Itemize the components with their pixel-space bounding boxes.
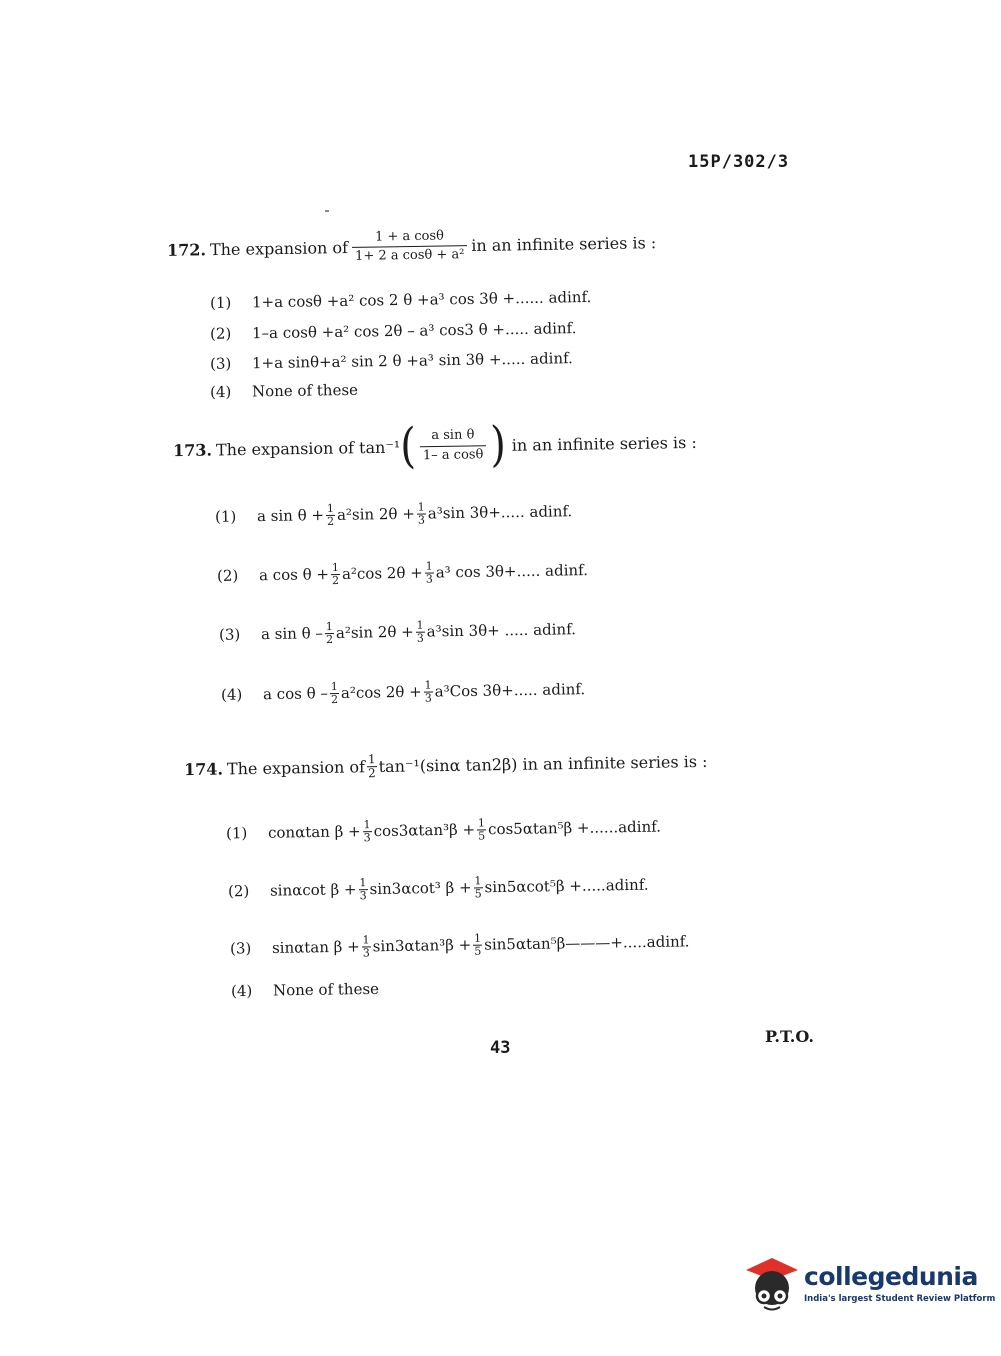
option-label: (1) <box>225 824 248 843</box>
option-text: a²cos 2θ + <box>341 563 423 583</box>
fraction-denominator: 3 <box>363 830 371 844</box>
option-text: a sin θ – <box>260 624 324 644</box>
option-text: a³Cos 3θ+..... adinf. <box>434 680 586 701</box>
fraction-numerator: 1 <box>474 874 482 888</box>
fraction-numerator: a sin θ <box>431 427 475 444</box>
option-174-2 <box>228 873 649 904</box>
fraction <box>423 680 432 704</box>
fraction <box>473 933 482 957</box>
option-174-3 <box>230 929 690 960</box>
collegedunia-logo <box>742 1252 995 1314</box>
fraction-numerator: 1 <box>363 818 371 832</box>
pto-note: P.T.O. <box>765 1027 814 1046</box>
fraction <box>362 934 371 958</box>
option-text: a cos θ + <box>258 565 330 585</box>
fraction-numerator: 1 <box>362 933 370 947</box>
option-173-4 <box>221 677 585 707</box>
fraction-denominator: 3 <box>416 631 424 645</box>
question-174 <box>184 748 708 782</box>
option-text: a²sin 2θ + <box>335 622 414 643</box>
fraction-denominator: 2 <box>327 514 335 528</box>
question-tail: in an infinite series is : <box>471 233 657 256</box>
question-173 <box>172 417 697 475</box>
fraction-denominator: 2 <box>331 573 340 587</box>
option-label: (4) <box>220 685 243 704</box>
fraction-denominator: 3 <box>362 945 370 960</box>
option-text: a³sin 3θ+..... adinf. <box>427 502 573 523</box>
option-text: 1–a cosθ +a² cos 2θ – a³ cos3 θ +..... adinf. <box>251 319 577 343</box>
option-label: (3) <box>218 625 241 644</box>
fraction <box>325 621 334 645</box>
fraction-numerator: 1 <box>417 500 425 514</box>
fraction-denominator: 2 <box>325 632 334 646</box>
option-172-2 <box>210 319 577 343</box>
option-text: sinαtan β + <box>271 937 360 957</box>
question-tail: in an infinite series is : <box>511 432 697 455</box>
option-text: None of these <box>272 979 380 1000</box>
option-text: sin5αcot⁵β +.....adinf. <box>484 875 649 897</box>
fraction <box>326 503 335 527</box>
option-label: (3) <box>209 354 232 373</box>
option-text: None of these <box>251 380 359 401</box>
fraction-numerator: 1 <box>416 618 424 632</box>
fraction-numerator: 1 <box>473 931 482 945</box>
option-label: (1) <box>209 293 232 312</box>
question-number: 174. <box>183 759 224 779</box>
option-172-1 <box>210 288 592 312</box>
option-label: (4) <box>209 382 232 402</box>
right-paren: ) <box>489 417 507 473</box>
fraction-denominator: 3 <box>424 691 432 705</box>
option-text: a²cos 2θ + <box>340 682 422 703</box>
fraction-denominator: 2 <box>330 692 339 706</box>
fraction-denominator: 5 <box>474 944 482 958</box>
option-label: (4) <box>230 981 253 1001</box>
left-paren: ( <box>399 418 417 475</box>
fraction-denominator: 1+ 2 a cosθ + a² <box>352 245 468 264</box>
option-174-4 <box>231 980 379 1000</box>
question-172 <box>167 226 657 267</box>
mascot-icon <box>742 1252 802 1314</box>
fraction <box>358 877 367 901</box>
logo-tagline: India's largest Student Review Platform <box>804 1294 996 1304</box>
fraction-numerator: 1 <box>367 752 376 767</box>
fraction <box>425 561 434 585</box>
fraction-denominator: 5 <box>478 828 486 843</box>
fraction <box>352 229 468 264</box>
page-number: 43 <box>490 1038 511 1058</box>
question-lead: The expansion of <box>226 756 366 779</box>
option-172-3 <box>210 349 573 373</box>
fraction <box>477 817 486 841</box>
option-text: sin3αtan³β + <box>372 935 472 956</box>
option-172-4 <box>210 381 358 401</box>
option-text: 1+a cosθ +a² cos 2 θ +a³ cos 3θ +...... adinf. <box>251 288 592 312</box>
option-label: (2) <box>227 882 250 901</box>
option-173-3 <box>219 617 576 647</box>
fraction-denominator: 1– a cosθ <box>420 445 487 463</box>
fraction <box>473 875 482 899</box>
option-text: a³ cos 3θ+..... adinf. <box>435 561 589 582</box>
option-label: (1) <box>214 507 237 526</box>
option-text: a²sin 2θ + <box>336 504 415 524</box>
option-label: (2) <box>209 324 232 343</box>
fraction-numerator: 1 + a cosθ <box>374 228 445 245</box>
question-tail: tan⁻¹(sinα tan2β) in an infinite series is : <box>378 751 708 776</box>
option-text: sin3αcot³ β + <box>369 878 472 899</box>
question-lead: The expansion of <box>209 238 349 260</box>
fraction <box>367 753 377 779</box>
fraction <box>330 681 339 705</box>
option-text: a sin θ + <box>256 506 325 526</box>
fraction-numerator: 1 <box>359 876 367 890</box>
fraction <box>416 620 425 644</box>
option-text: sinαcot β + <box>269 880 357 900</box>
fraction-numerator: 1 <box>425 559 433 573</box>
fraction <box>420 428 487 463</box>
option-text: 1+a sinθ+a² sin 2 θ +a³ sin 3θ +..... adinf. <box>251 349 573 373</box>
logo-name: collegedunia <box>804 1262 978 1291</box>
fraction-numerator: 1 <box>326 501 335 516</box>
paper-code: 15P/302/3 <box>688 152 790 172</box>
fraction-numerator: 1 <box>477 816 486 830</box>
fraction-numerator: 1 <box>325 620 333 634</box>
option-label: (2) <box>216 566 239 585</box>
option-text: a cos θ – <box>262 684 329 704</box>
option-174-1 <box>226 815 661 846</box>
option-text: sin5αtan⁵β———+.....adinf. <box>484 932 690 954</box>
option-173-1 <box>215 499 573 529</box>
fraction-numerator: 1 <box>424 678 432 692</box>
scan-speck <box>325 210 329 212</box>
fraction-numerator: 1 <box>330 680 338 694</box>
fraction <box>362 819 371 843</box>
option-text: cos5αtan⁵β +......adinf. <box>487 817 662 839</box>
option-text: cos3αtan³β + <box>373 820 476 841</box>
fraction-denominator: 5 <box>474 886 482 900</box>
option-label: (3) <box>229 939 252 958</box>
question-lead: The expansion of tan⁻¹ <box>215 437 401 459</box>
fraction-numerator: 1 <box>331 560 339 575</box>
question-number: 172. <box>166 240 207 261</box>
fraction <box>417 501 426 525</box>
option-text: conαtan β + <box>267 822 361 842</box>
fraction-denominator: 3 <box>417 513 426 527</box>
fraction-denominator: 3 <box>359 888 367 902</box>
fraction <box>331 562 340 586</box>
option-text: a³sin 3θ+ ..... adinf. <box>426 620 577 641</box>
fraction-denominator: 3 <box>425 572 433 586</box>
question-number: 173. <box>172 440 213 460</box>
fraction-denominator: 2 <box>367 765 376 780</box>
option-173-2 <box>217 558 588 588</box>
